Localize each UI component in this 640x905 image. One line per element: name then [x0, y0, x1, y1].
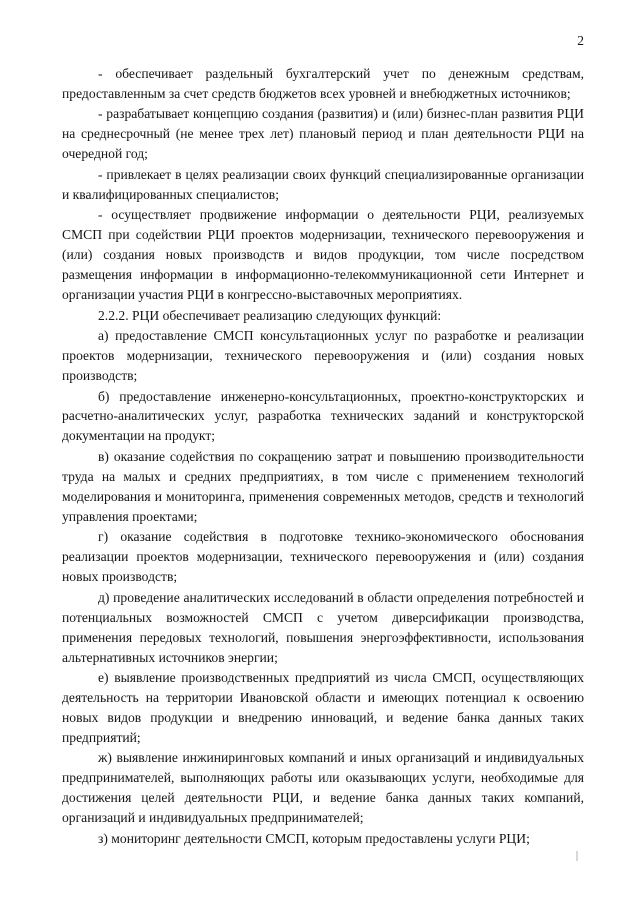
page-edge-mark: [576, 851, 578, 861]
document-body: [62, 64, 584, 849]
paragraph: ж) выявление инжиниринговых компаний и иных организаций и индивидуальных предпринимателей, выполняющих работы или оказывающих услуги, необходимые для достижения целей деятельности РЦИ, и ведение банка данных таких компаний, организаций и индивидуальных предпринимателей;: [62, 750, 584, 826]
paragraph: - разрабатывает концепцию создания (развития) и (или) бизнес-план развития РЦИ на среднесрочный (не менее трех лет) плановый период и план деятельности РЦИ на очередной год;: [62, 106, 584, 162]
paragraph: д) проведение аналитических исследований в области определения потребностей и потенциальных возможностей СМСП с учетом диверсификации производства, применения передовых технологий, повышения энергоэффективности, использования альтернативных источников энергии;: [62, 589, 584, 665]
paragraph: - осуществляет продвижение информации о деятельности РЦИ, реализуемых СМСП при содействии РЦИ проектов модернизации, технического перевооружения и (или) создания новых производств и видов продукции, том числе посредством размещения информации в информационно-телекоммуникационной сети Интернет и организации участия РЦИ в конгрессно-выставочных мероприятиях.: [62, 207, 584, 303]
page-number: 2: [577, 33, 584, 48]
paragraph: 2.2.2. РЦИ обеспечивает реализацию следующих функций:: [98, 307, 442, 323]
paragraph: з) мониторинг деятельности СМСП, которым предоставлены услуги РЦИ;: [98, 830, 530, 846]
paragraph: в) оказание содействия по сокращению затрат и повышению производительности труда на малых и средних предприятиях, в том числе с применением технологий моделирования и мониторинга, применения современных методов, средств и технологий управления проектами;: [62, 448, 584, 524]
paragraph: - привлекает в целях реализации своих функций специализированные организации и квалифицированных специалистов;: [62, 166, 584, 202]
paragraph: б) предоставление инженерно-консультационных, проектно-конструкторских и расчетно-аналитических услуг, разработка технических заданий и конструкторской документации на продукт;: [62, 388, 584, 444]
paragraph: е) выявление производственных предприятий из числа СМСП, осуществляющих деятельность на территории Ивановской области и имеющих потенциал к освоению новых видов продукции и внедрению инноваций, и ведение банка данных таких предприятий;: [62, 670, 584, 745]
paragraph: а) предоставление СМСП консультационных услуг по разработке и реализации проектов модернизации, технического перевооружения и (или) создания новых производств;: [62, 328, 584, 384]
paragraph: г) оказание содействия в подготовке технико-экономического обоснования реализации проектов модернизации, технического перевооружения и (или) создания новых производств;: [62, 529, 584, 585]
paragraph: - обеспечивает раздельный бухгалтерский учет по денежным средствам, предоставленным за счет средств бюджетов всех уровней и внебюджетных источников;: [62, 66, 584, 101]
